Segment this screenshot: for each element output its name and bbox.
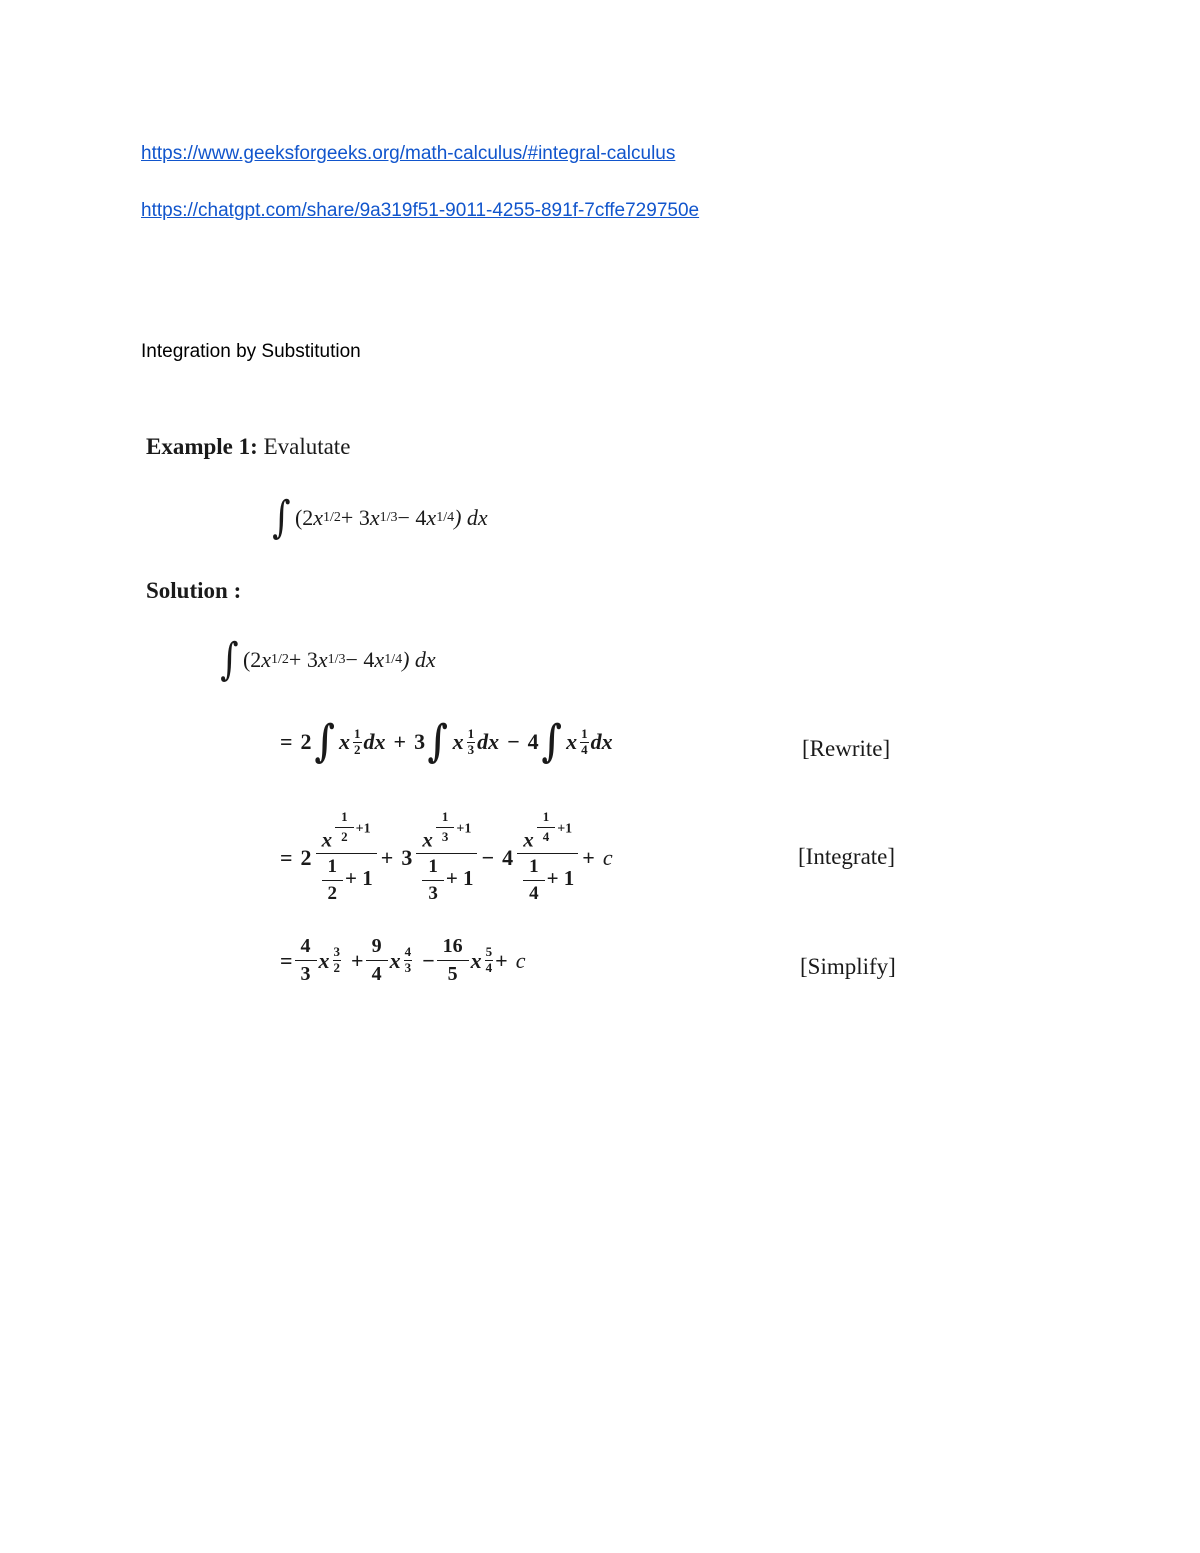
exponent-fraction [404,945,413,976]
minus-sign: − [481,844,495,870]
coef: 3 [414,729,426,754]
plus-one: + 1 [546,866,575,891]
exp-plus-one: +1 [355,821,371,837]
problem-integral: ∫ (2 x 1/2 + 3 x 1/3 − 4 x 1/4 ) dx [272,492,488,543]
plus-sign: + [393,729,407,754]
inner-fraction [322,856,344,905]
expr-var: x [389,947,401,973]
frac-den [515,854,580,905]
frac-num: 1 [537,810,556,828]
expr-var: x [313,505,324,530]
coef-fraction [366,935,388,986]
integral-sign: ∫ [272,492,291,543]
frac-num: 1 [422,856,444,881]
frac-den: 3 [404,960,412,975]
expr-part: ) dx [402,647,436,672]
eq-sign: = [280,729,293,754]
frac-den: 2 [333,960,341,975]
frac-den [314,854,379,905]
expr-var: x [566,729,578,754]
integral-sign: ∫ [220,634,239,685]
geeksforgeeks-link[interactable]: https://www.geeksforgeeks.org/math-calculus/#integral-calculus [141,143,676,164]
solution-integral: ∫ (2 x 1/2 + 3 x 1/3 − 4 x 1/4 ) dx [220,634,436,685]
frac-den: 4 [542,828,550,844]
expr-var: x [422,827,433,852]
expr-var: x [470,947,482,973]
expr-var: x [261,647,272,672]
expr-part: − 4 [345,647,375,672]
expr-var: x [317,647,328,672]
coef: 2 [300,729,312,754]
frac-num [517,810,578,854]
minus-sign: − [422,947,435,973]
chatgpt-share-link[interactable]: https://chatgpt.com/share/9a319f51-9011-4255-891f-7cffe729750e [141,200,700,221]
exp-plus-one: +1 [456,821,472,837]
integral-fraction [414,810,479,905]
plus-sign: + [495,947,508,973]
frac-num [316,810,377,854]
dx: dx [590,729,613,754]
minus-sign: − [507,729,520,754]
exponent-fraction [335,810,354,845]
math-example-image [130,420,930,1010]
plus-one: + 1 [345,866,373,891]
frac-num: 1 [523,856,545,881]
expr-part: − 4 [397,505,427,530]
exponent-fraction [333,945,342,976]
example-title [146,434,350,460]
coef: 4 [502,844,514,870]
expr-part: + 3 [340,505,370,530]
frac-num [416,810,477,854]
frac-num: 4 [404,944,412,960]
constant-c: c [515,947,526,973]
section-heading: Integration by Substitution [141,341,361,362]
exponent-fraction [537,810,556,845]
plus-sign: + [351,947,364,973]
frac-num: 1 [436,810,455,828]
frac-den [414,854,479,905]
integral-sign: ∫ [427,716,449,767]
integral-fraction [515,810,580,905]
frac-num: 1 [322,856,344,881]
dx: dx [363,729,386,754]
frac-num: 5 [485,944,493,960]
expr-part: (2 [242,647,262,672]
coef-fraction [437,935,469,986]
frac-num: 1 [581,725,588,741]
dx: dx [477,729,500,754]
frac-num: 4 [295,935,317,961]
coef-fraction [295,935,317,986]
frac-den: 3 [300,963,311,985]
expr-part: (2 [294,505,314,530]
plus-one: + 1 [445,866,474,891]
frac-num: 1 [354,725,361,741]
expr-var: x [318,947,330,973]
coef: 4 [527,729,539,754]
plus-sign: + [380,844,394,870]
frac-num: 1 [467,725,475,741]
frac-den: 4 [529,883,539,905]
expr-var: x [523,827,534,852]
frac-num: 1 [335,810,354,828]
plus-sign: + [582,844,595,870]
expr-var: x [339,729,351,754]
frac-den: 2 [354,741,361,757]
frac-den: 3 [441,828,449,844]
frac-den: 4 [485,960,493,975]
exponent-fraction [580,727,589,758]
frac-num: 3 [333,944,341,960]
frac-den: 5 [447,963,458,985]
eq-sign: = [280,844,293,870]
rewrite-step [280,716,613,767]
integral-sign: ∫ [314,716,335,767]
eq-sign: = [280,947,293,973]
constant-c: c [602,844,613,870]
integral-fraction [314,810,379,905]
frac-den: 2 [341,828,348,844]
frac-den: 2 [327,883,338,905]
inner-fraction [422,856,444,905]
expr-var: x [321,827,333,852]
simplify-tag: [Simplify] [800,954,896,979]
expr-var: x [374,647,385,672]
integrate-tag: [Integrate] [798,844,896,869]
integrate-step [280,810,613,905]
frac-den: 3 [467,741,475,757]
simplify-step [280,935,525,986]
expr-var: x [452,729,464,754]
frac-den: 3 [428,883,438,905]
coef: 2 [300,844,312,870]
frac-num: 16 [437,935,469,961]
exponent-fraction [467,727,476,758]
exponent-fraction [485,945,494,976]
rewrite-tag: [Rewrite] [802,736,891,761]
exp-plus-one: +1 [557,821,573,837]
frac-num: 9 [366,935,388,961]
exponent-fraction [353,727,362,758]
expr-var: x [426,505,437,530]
example-text: Evalutate [263,434,351,459]
integral-sign: ∫ [541,716,562,767]
solution-title: Solution : [146,578,242,603]
example-label: Example 1: [146,434,258,459]
coef: 3 [401,844,413,870]
expr-part: + 3 [288,647,318,672]
frac-den: 4 [581,741,588,757]
expr-var: x [369,505,380,530]
exponent-fraction [436,810,455,845]
expr-part: ) dx [454,505,488,530]
frac-den: 4 [371,963,382,985]
inner-fraction [523,856,545,905]
